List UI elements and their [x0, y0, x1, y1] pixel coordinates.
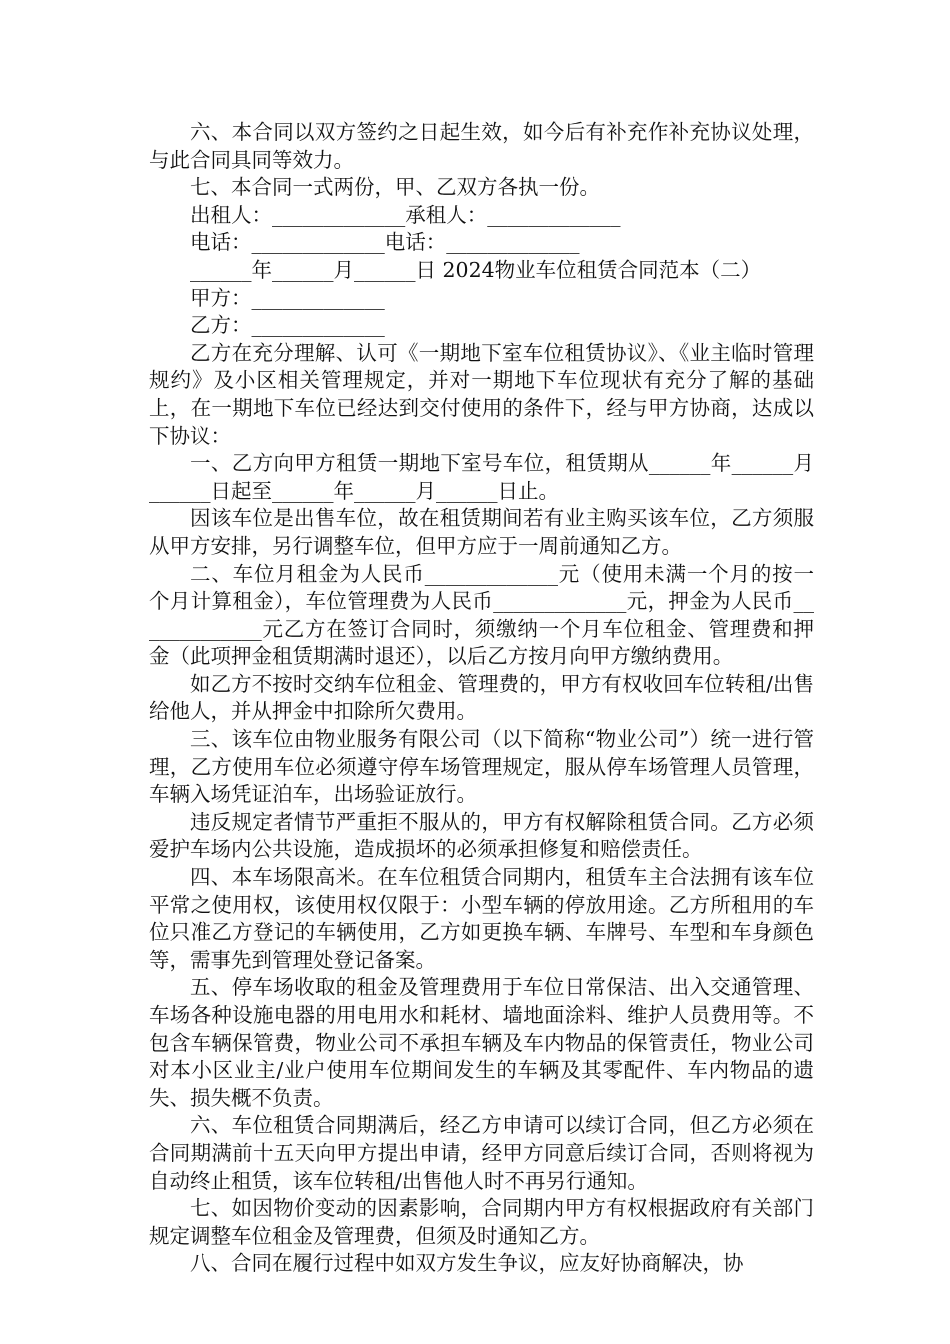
clause-5-fees-usage: 五、停车场收取的租金及管理费用于车位日常保洁、出入交通管理、车场各种设施电器的用电用水和耗材、墙地面涂料、维护人员费用等。不包含车辆保管费，物业公司不承担车辆及车内物品的保管责任，物业公司对本小区业主/业户使用车位期间发生的车辆及其零配件、车内物品的遗失、损失概不负责。	[149, 975, 814, 1110]
preamble-paragraph: 乙方在充分理解、认可《一期地下室车位租赁协议》、《业主临时管理规约》及小区相关管理规定，并对一期地下车位现状有充分了解的基础上，在一期地下车位已经达到交付使用的条件下，经与甲方协商，达成以下协议：	[149, 340, 814, 448]
clause-6-renewal: 六、车位租赁合同期满后，经乙方申请可以续订合同，但乙方必须在合同期满前十五天向甲方提出申请，经甲方同意后续订合同，否则将视为自动终止租赁，该车位转租/出售他人时不再另行通知。	[149, 1113, 814, 1193]
clause-3-violations: 违反规定者情节严重拒不服从的，甲方有权解除租赁合同。乙方必须爱护车场内公共设施，造成损坏的必须承担修复和赔偿责任。	[149, 809, 814, 862]
clause-1-sale-notice: 因该车位是出售车位，故在租赁期间若有业主购买该车位，乙方须服从甲方安排，另行调整车位，但甲方应于一周前通知乙方。	[149, 506, 814, 558]
party-b-line: 乙方：_____________	[190, 313, 385, 338]
lessor-lessee-signature-line: 出租人：_____________承租人：_____________	[190, 202, 621, 227]
clause-2-rent-and-deposit: 二、车位月租金为人民币_____________元（使用未满一个月的按一个月计算租金），车位管理费为人民币_____________元，押金为人民币_____________元乙方在签订合同时，须缴纳一个月车位租金、管理费和押金（此项押金租赁期满时退还），以后乙方按月向甲方缴纳费用。	[149, 561, 814, 669]
clause-2-late-payment: 如乙方不按时交纳车位租金、管理费的，甲方有权收回车位转租/出售给他人，并从押金中扣除所欠费用。	[149, 671, 814, 724]
clause-4-height-and-usage: 四、本车场限高米。在车位租赁合同期内，租赁车主合法拥有该车位平常之使用权，该使用权仅限于：小型车辆的停放用途。乙方所租用的车位只准乙方登记的车辆使用，乙方如更换车辆、车牌号、车型和车身颜色等，需事先到管理处登记备案。	[149, 865, 814, 972]
party-a-line: 甲方：_____________	[190, 285, 385, 310]
clause-6-effective-date: 六、本合同以双方签约之日起生效，如今后有补充作补充协议处理，与此合同具同等效力。	[149, 120, 814, 172]
clause-1-lease-term: 一、乙方向甲方租赁一期地下室号车位，租赁期从______年______月______日起至______年______月______日止。	[149, 451, 814, 503]
clause-7-price-adjustment: 七、如因物价变动的因素影响，合同期内甲方有权根据政府有关部门规定调整车位租金及管理费，但须及时通知乙方。	[149, 1196, 814, 1248]
clause-7-copies: 七、本合同一式两份，甲、乙双方各执一份。	[190, 175, 600, 200]
document-page	[149, 119, 814, 1278]
clause-8-disputes: 八、合同在履行过程中如双方发生争议，应友好协商解决，协	[190, 1251, 744, 1276]
date-line-and-second-template-title: ______年______月______日 2024物业车位租赁合同范本（二）	[190, 257, 762, 282]
phone-line: 电话：_____________电话：_____________	[190, 230, 580, 255]
clause-3-management: 三、该车位由物业服务有限公司（以下简称“物业公司”）统一进行管理，乙方使用车位必须遵守停车场管理规定，服从停车场管理人员管理，车辆入场凭证泊车，出场验证放行。	[149, 727, 814, 807]
